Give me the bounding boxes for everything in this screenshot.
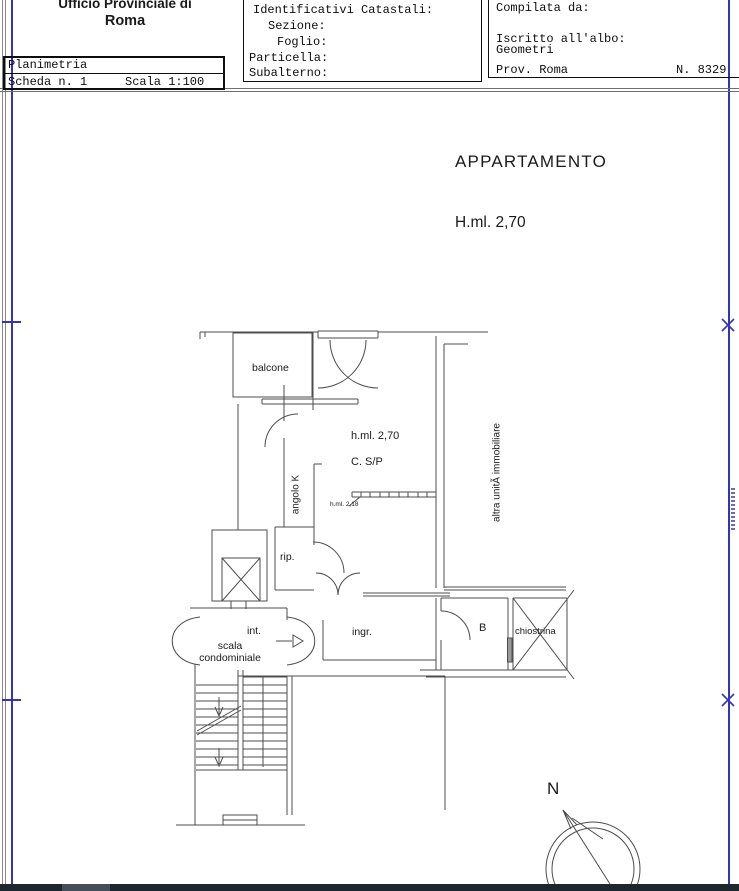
catasto-particella: Particella:	[249, 51, 329, 65]
sheet-number: Scheda n. 1	[8, 75, 88, 89]
label-north: N	[547, 779, 560, 798]
catasto-sezione: Sezione:	[268, 19, 326, 33]
apartment-height-note: H.ml. 2,70	[455, 214, 526, 231]
label-room-height: h.ml. 2,70	[351, 430, 400, 442]
apartment-title: APPARTAMENTO	[455, 152, 608, 171]
label-balcone: balcone	[252, 362, 289, 374]
office-title-line2: Roma	[104, 13, 146, 29]
catasto-title: Identificativi Catastali:	[253, 3, 434, 17]
register-number: N. 8329	[676, 63, 727, 77]
label-internal: int.	[247, 625, 262, 637]
doc-type-label: Planimetria	[8, 58, 88, 72]
label-lightwell: chiostrina	[515, 626, 556, 637]
label-entrance: ingr.	[352, 626, 372, 638]
bottom-bar-segment	[62, 884, 110, 891]
catasto-subalterno: Subalterno:	[249, 66, 329, 80]
label-bath: B	[479, 622, 487, 634]
register-label: Iscritto all'albo:	[496, 32, 626, 46]
catasto-foglio: Foglio:	[277, 35, 328, 49]
label-condo-stairs	[192, 641, 268, 664]
bottom-dark-bar	[0, 884, 739, 891]
label-lowered-height: h.ml. 2,18	[330, 501, 359, 508]
label-other-unit: altra unitÃ immobiliare	[491, 423, 503, 522]
label-condo-stairs-line1: scala	[217, 640, 243, 652]
label-kitchen-corner: angolo K	[290, 474, 302, 515]
scale-value: Scala 1:100	[125, 75, 205, 89]
compiled-by-label: Compilata da:	[496, 1, 590, 15]
register-value: Geometri	[496, 43, 554, 57]
label-condo-stairs-line2: condominiale	[199, 651, 261, 664]
province-label: Prov. Roma	[496, 63, 569, 77]
label-room-use: C. S/P	[351, 456, 383, 468]
office-title-line1: Ufficio Provinciale di	[58, 0, 192, 11]
label-storage: rip.	[280, 551, 295, 563]
